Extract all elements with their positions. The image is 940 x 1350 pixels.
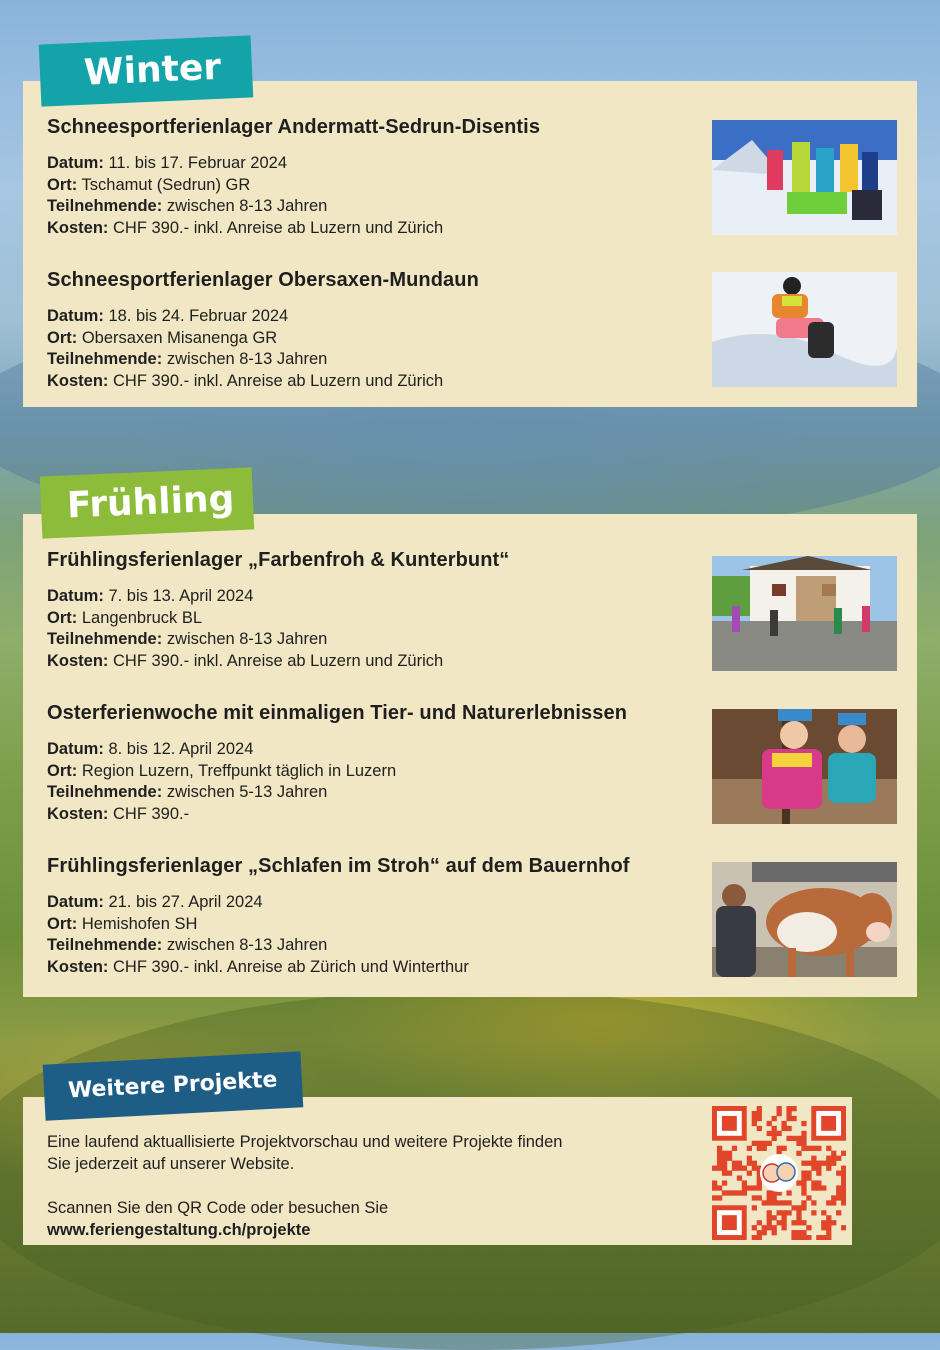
camp-place: Ort: Hemishofen SH — [47, 914, 198, 933]
spring-photo-children-stable — [712, 709, 897, 824]
winter-photo-snowboarder — [712, 272, 897, 387]
camp-date: Datum: 7. bis 13. April 2024 — [47, 587, 254, 605]
camp-date: Datum: 21. bis 27. April 2024 — [47, 893, 263, 911]
camp-place: Ort: Obersaxen Misanenga GR — [47, 328, 278, 347]
camp-participants: Teilnehmende: zwischen 5-13 Jahren — [47, 783, 328, 802]
camp-participants: Teilnehmende: zwischen 8-13 Jahren — [47, 350, 328, 369]
camp-participants: Teilnehmende: zwischen 8-13 Jahren — [47, 630, 328, 649]
winter-tab: Winter — [39, 35, 254, 106]
qr-logo-faces — [760, 1154, 798, 1192]
camp-title: Frühlingsferienlager „Farbenfroh & Kunterbunt“ — [47, 549, 510, 571]
spring-camp-3 — [47, 855, 697, 979]
winter-camp-1 — [47, 116, 697, 240]
spring-tab: Frühling — [40, 467, 255, 538]
camp-cost: Kosten: CHF 390.- inkl. Anreise ab Luzern und Zürich — [47, 372, 444, 391]
camp-title: Schneesportferienlager Obersaxen-Mundaun — [47, 269, 479, 291]
spring-camp-2 — [47, 702, 697, 826]
more-line-3: Scannen Sie den QR Code oder besuchen Sie — [47, 1199, 389, 1217]
spring-camp-1 — [47, 549, 697, 673]
camp-date: Datum: 8. bis 12. April 2024 — [47, 740, 254, 758]
camp-place: Ort: Tschamut (Sedrun) GR — [47, 175, 251, 194]
camp-cost: Kosten: CHF 390.- inkl. Anreise ab Luzern und Zürich — [47, 652, 444, 671]
qr-code[interactable] — [712, 1106, 846, 1240]
camp-date: Datum: 18. bis 24. Februar 2024 — [47, 307, 289, 325]
camp-participants: Teilnehmende: zwischen 8-13 Jahren — [47, 197, 328, 216]
camp-title: Osterferienwoche mit einmaligen Tier- und Naturerlebnissen — [47, 702, 628, 724]
more-projects-text — [47, 1131, 562, 1241]
camp-date: Datum: 11. bis 17. Februar 2024 — [47, 154, 287, 172]
camp-cost: Kosten: CHF 390.- inkl. Anreise ab Zürich und Winterthur — [47, 958, 469, 977]
website-link[interactable]: www.feriengestaltung.ch/projekte — [47, 1221, 311, 1239]
qr-code-image — [712, 1106, 846, 1240]
spring-photo-girl-with-cow — [712, 862, 897, 977]
more-line-2: Sie jederzeit auf unserer Website. — [47, 1155, 295, 1173]
more-projects-tab: Weitere Projekte — [43, 1051, 304, 1120]
camp-title: Schneesportferienlager Andermatt-Sedrun-Disentis — [47, 116, 541, 138]
camp-title: Frühlingsferienlager „Schlafen im Stroh“ auf dem Bauernhof — [47, 855, 630, 877]
winter-camp-2 — [47, 269, 697, 393]
camp-place: Ort: Region Luzern, Treffpunkt täglich in Luzern — [47, 761, 397, 780]
spring-photo-playground — [712, 556, 897, 671]
more-line-1: Eine laufend aktuallisierte Projektvorschau und weitere Projekte finden — [47, 1133, 563, 1151]
camp-cost: Kosten: CHF 390.- inkl. Anreise ab Luzern und Zürich — [47, 219, 444, 238]
camp-participants: Teilnehmende: zwischen 8-13 Jahren — [47, 936, 328, 955]
winter-photo-ski-group — [712, 120, 897, 235]
camp-cost: Kosten: CHF 390.- — [47, 805, 190, 824]
camp-place: Ort: Langenbruck BL — [47, 608, 203, 627]
